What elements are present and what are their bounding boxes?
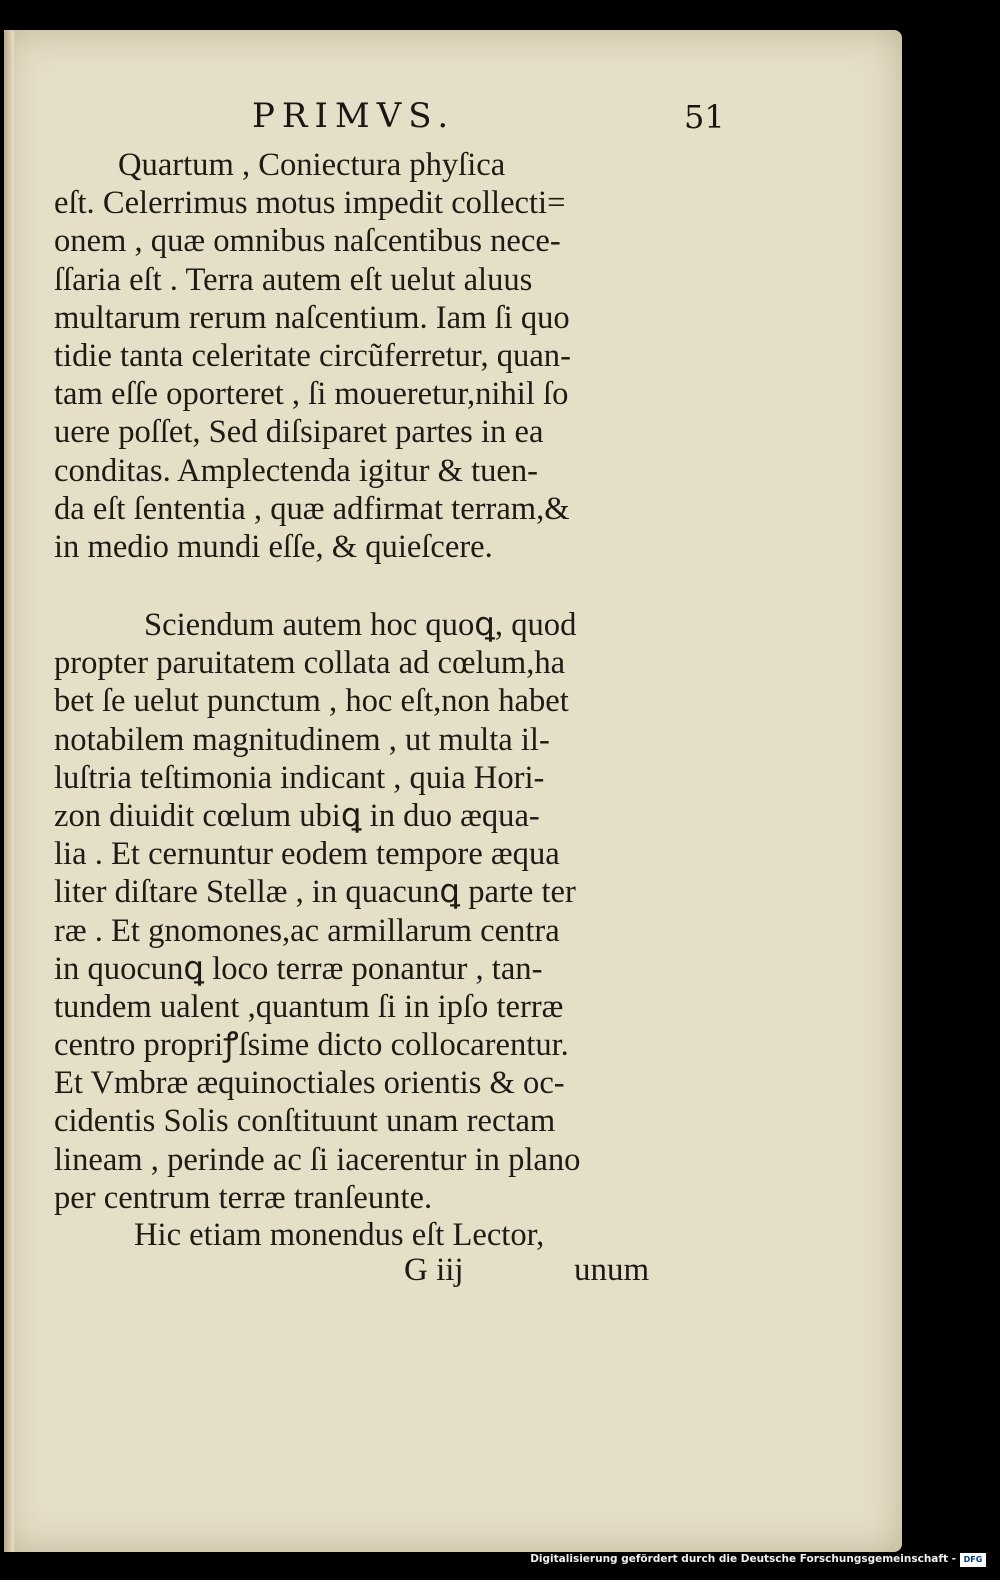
text-line: eſt. Celerrimus motus impedit collecti= bbox=[54, 185, 566, 222]
digitization-credit: Digitalisierung gefördert durch die Deutsche Forschungsgemeinschaft - bbox=[530, 1553, 956, 1565]
text-line: cidentis Solis conſtituunt unam rectam bbox=[54, 1103, 556, 1140]
text-line: uere poſſet, Sed diſsiparet partes in ea bbox=[54, 414, 544, 451]
text-line: tundem ualent ,quantum ſi in ipſo terræ bbox=[54, 988, 564, 1025]
text-line: Et Vmbræ æquinoctiales orientis & oc- bbox=[54, 1065, 565, 1102]
text-line: ſſaria eſt . Terra autem eſt uelut aluus bbox=[54, 261, 533, 298]
text-line: tidie tanta celeritate circũferretur, quan- bbox=[54, 337, 571, 374]
text-line: tam eſſe oporteret , ſi moueretur,nihil ſo bbox=[54, 376, 569, 413]
text-line: conditas. Amplectenda igitur & tuen- bbox=[54, 452, 539, 489]
text-line: da eſt ſententia , quæ adfirmat terram,& bbox=[54, 490, 570, 527]
text-line: luſtria teſtimonia indicant , quia Hori- bbox=[54, 759, 545, 796]
page-gutter-edge bbox=[4, 30, 14, 1552]
text-line: ræ . Et gnomones,ac armillarum centra bbox=[54, 912, 560, 949]
paragraph-sciendum bbox=[54, 606, 672, 1217]
text-line: lia . Et cernuntur eodem tempore æqua bbox=[54, 836, 560, 873]
text-line: liter diſtare Stellæ , in quacunꝗ parte ter bbox=[54, 874, 576, 911]
text-line: onem , quæ omnibus naſcentibus nece- bbox=[54, 223, 561, 260]
text-line: multarum rerum naſcentium. Iam ſi quo bbox=[54, 299, 570, 336]
text-line: in quocunꝗ loco terræ ponantur , tan- bbox=[54, 950, 543, 987]
text-line: bet ſe uelut punctum , hoc eſt,non habet bbox=[54, 683, 569, 720]
paragraph-hic-etiam bbox=[54, 1216, 672, 1254]
text-line: per centrum terræ tranſeunte. bbox=[54, 1179, 433, 1216]
text-line: notabilem magnitudinem , ut multa il- bbox=[54, 721, 550, 758]
text-line: centro propriꝭſsime dicto collocarentur. bbox=[54, 1027, 569, 1064]
catchword: unum bbox=[574, 1252, 650, 1288]
text-line: lineam , perinde ac ſi iacerentur in plano bbox=[54, 1141, 581, 1178]
paragraph-quartum bbox=[54, 146, 672, 566]
dfg-logo: DFG bbox=[960, 1553, 986, 1567]
text-line: in medio mundi eſſe, & quieſcere. bbox=[54, 528, 493, 565]
signature-mark: G iij bbox=[404, 1252, 464, 1288]
page-header bbox=[0, 96, 1000, 146]
text-line: Sciendum autem hoc quoꝗ, quod bbox=[144, 607, 577, 643]
text-line: zon diuidit cœlum ubiꝗ in duo æqua- bbox=[54, 797, 540, 834]
text-line: Quartum , Coniectura phyſica bbox=[118, 147, 506, 183]
text-line: propter paruitatem collata ad cœlum,ha bbox=[54, 645, 566, 682]
page-number: 51 bbox=[684, 98, 725, 136]
text-line: Hic etiam monendus eſt Lector, bbox=[134, 1217, 545, 1253]
running-head: PRIMVS. bbox=[252, 96, 456, 136]
